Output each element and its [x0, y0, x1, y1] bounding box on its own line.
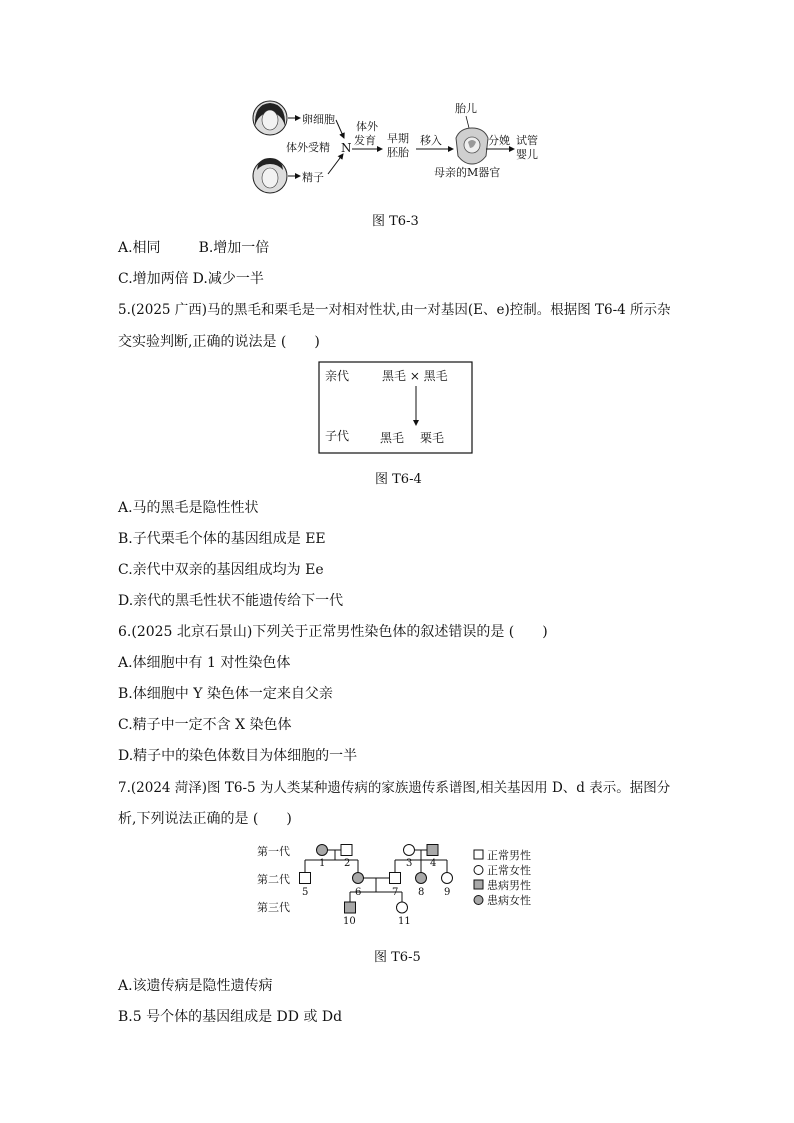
q7-option-b[interactable]: B.5 号个体的基因组成是 DD 或 Dd [118, 1009, 343, 1025]
individual-7-normal-male [390, 873, 401, 884]
individual-number-5: 5 [302, 887, 309, 898]
individual-9-normal-female [442, 873, 453, 884]
fetus-label: 胎儿 [455, 102, 477, 115]
individual-5-normal-male [300, 873, 311, 884]
individual-3-normal-female [404, 845, 415, 856]
legend-normal-female-icon [474, 866, 483, 875]
individual-2-normal-male [341, 845, 352, 856]
q4-options-row-1 [118, 238, 269, 258]
pedigree-legend [474, 848, 531, 907]
individual-number-2: 2 [344, 858, 351, 869]
individual-number-11: 11 [398, 916, 411, 927]
generation-1-label: 第一代 [257, 845, 290, 858]
mother-portrait-icon [253, 101, 287, 135]
pedigree-chart [255, 838, 545, 928]
offspring-chestnut-label: 栗毛 [420, 431, 445, 445]
q4-option-c[interactable]: C.增加两倍 [118, 271, 189, 287]
individual-6-affected-female [353, 873, 364, 884]
parent-generation-label: 亲代 [325, 369, 350, 383]
q6-option-c[interactable]: C.精子中一定不含 X 染色体 [118, 717, 292, 733]
q6-option-d[interactable]: D.精子中的染色体数目为体细胞的一半 [118, 748, 358, 764]
sperm-label: 精子 [302, 171, 324, 184]
ivf-diagram [248, 98, 548, 200]
q5-option-a[interactable]: A.马的黑毛是隐性性状 [118, 500, 259, 516]
figure-caption-t6-4: 图 T6-4 [375, 472, 422, 487]
q5-stem-line-1: 5.(2025 广西)马的黑毛和栗毛是一对相对性状,由一对基因(E、e)控制。根据图 T6-4 所示杂 [118, 302, 671, 318]
q6-option-b[interactable]: B.体细胞中 Y 染色体一定来自父亲 [118, 686, 333, 702]
generation-3-label: 第三代 [257, 901, 290, 914]
fertilization-label: 体外受精 [286, 141, 330, 154]
figure-caption-t6-5: 图 T6-5 [374, 950, 421, 965]
embryo-label-1: 早期 [387, 132, 409, 145]
birth-label: 分娩 [488, 134, 510, 147]
legend-affected-female-label: 患病女性 [487, 894, 531, 907]
generation-2-label: 第二代 [257, 873, 290, 886]
q7-stem-line-1: 7.(2024 菏泽)图 T6-5 为人类某种遗传病的家族遗传系谱图,相关基因用 D、d 表示。据图分 [118, 780, 671, 796]
uterus-fetus-icon [456, 128, 488, 164]
individual-4-affected-male [427, 845, 438, 856]
q4-option-a[interactable]: A.相同 [118, 240, 161, 256]
legend-normal-male-icon [474, 850, 483, 859]
legend-normal-male-label: 正常男性 [487, 849, 531, 862]
q4-option-d[interactable]: D.减少一半 [192, 271, 264, 287]
cross-diagram [318, 361, 474, 455]
legend-normal-female-label: 正常女性 [487, 864, 531, 877]
offspring-generation-label: 子代 [325, 429, 350, 443]
q4-options-row-2 [118, 269, 264, 289]
individual-number-7: 7 [392, 887, 399, 898]
test-tube-baby-label-2: 婴儿 [516, 148, 538, 161]
q4-option-b[interactable]: B.增加一倍 [198, 240, 270, 256]
legend-affected-female-icon [474, 896, 483, 905]
individual-8-affected-female [416, 873, 427, 884]
individual-number-6: 6 [355, 887, 362, 898]
offspring-black-label: 黑毛 [380, 431, 405, 445]
development-label-2: 发育 [354, 134, 376, 147]
individual-number-3: 3 [406, 858, 413, 869]
individual-number-1: 1 [319, 858, 326, 869]
q6-option-a[interactable]: A.体细胞中有 1 对性染色体 [118, 655, 291, 671]
q7-option-a[interactable]: A.该遗传病是隐性遗传病 [118, 978, 273, 994]
q6-stem: 6.(2025 北京石景山)下列关于正常男性染色体的叙述错误的是 ( ) [118, 624, 548, 640]
individual-1-affected-female [317, 845, 328, 856]
test-tube-baby-label-1: 试管 [516, 134, 538, 147]
figure-caption-t6-3: 图 T6-3 [372, 214, 419, 229]
father-portrait-icon [253, 158, 287, 193]
transfer-label: 移入 [420, 134, 442, 147]
parent-cross-label: 黑毛 × 黑毛 [382, 369, 448, 383]
development-label-1: 体外 [356, 120, 378, 133]
q5-option-c[interactable]: C.亲代中双亲的基因组成均为 Ee [118, 562, 324, 578]
embryo-label-2: 胚胎 [387, 146, 409, 159]
q7-stem-line-2: 析,下列说法正确的是 ( ) [118, 811, 292, 827]
q5-stem-line-2: 交实验判断,正确的说法是 ( ) [118, 334, 320, 350]
individual-number-4: 4 [430, 858, 437, 869]
legend-affected-male-icon [474, 880, 483, 889]
q5-option-d[interactable]: D.亲代的黑毛性状不能遗传给下一代 [118, 593, 344, 609]
individual-10-affected-male [345, 902, 356, 913]
q5-option-b[interactable]: B.子代栗毛个体的基因组成是 EE [118, 531, 326, 547]
organ-label: 母亲的M器官 [434, 166, 501, 179]
individual-11-normal-female [397, 902, 408, 913]
individual-number-10: 10 [343, 916, 356, 927]
egg-label: 卵细胞 [302, 113, 335, 126]
individual-number-8: 8 [418, 887, 425, 898]
individual-number-9: 9 [444, 887, 451, 898]
legend-affected-male-label: 患病男性 [487, 879, 531, 892]
zygote-n-label: N [341, 141, 352, 155]
